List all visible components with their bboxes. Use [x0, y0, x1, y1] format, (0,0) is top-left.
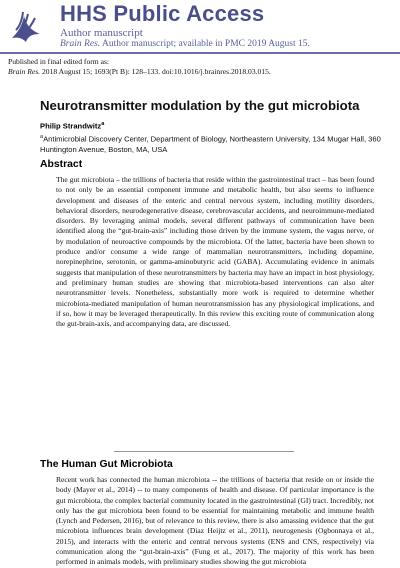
header-journal-line [60, 39, 310, 49]
citation-details: 2018 August 15; 1693(Pt B): 128–133. doi:10.1016/j.brainres.2018.03.015. [41, 67, 271, 76]
affiliation-superscript: a [40, 134, 44, 140]
abstract-text: The gut microbiota – the trillions of bacteria that reside within the gastrointestinal tract – has been found to not only be an essential component immune and metabolic health, but also seems to influence development and diseases of the enteric and central nervous system, including motility disorders, behavioral disorders, neurodegenerative disease, cerebrovascular accidents, and neuroimmune-mediated disorders. By leveraging animal models, several different pathways of communication have been identified along the “gut-brain-axis” including those driven by the immune system, the vagus nerve, or by modulation of neuroactive compounds by the microbiota. Of the latter, bacteria have been shown to produce and/or consume a wide range of mammalian neurotransmitters, including dopamine, norepinephrine, serotonin, or gamma-aminobutyric acid (GABA). Accumulating evidence in animals suggests that manipulation of these neurotransmitters by bacteria may have an impact in host physiology, and preliminary human studies are showing that microbiota-based interventions can also alter neurotransmitter levels. Nonetheless, substantially more work is required to determine whether microbiota-mediated manipulation of human neurotransmission has any physiological implications, and if so, how it may be leveraged therapeutically. In this review this exciting route of communication along the gut-brain-axis, and accompanying data, are discussed. [56, 175, 374, 329]
affiliation-text: Antimicrobial Discovery Center, Department of Biology, Northeastern University, 134 Mugar Hall, 360 Huntington Avenue, Boston, MA, USA [40, 134, 381, 154]
section-divider [114, 451, 294, 452]
header-title: HHS Public Access [60, 1, 265, 26]
header-divider [0, 52, 400, 54]
author-superscript: a [101, 121, 105, 127]
published-label: Published in final edited form as: [8, 57, 110, 66]
article-title: Neurotransmitter modulation by the gut microbiota [40, 98, 360, 113]
abstract-heading: Abstract [40, 159, 83, 170]
section-text: Recent work has connected the human microbiota -- the trillions of bacteria that reside on or inside the body (Mayer et al., 2014) -- to many components of health and disease. Of particular importance is the gut microbiota, the complex bacterial community located in the gastrointestinal (GI) tract. Incredibly, not only has the gut microbiota been found to be essential for maintaining metabolic and immune health (Lynch and Pedersen, 2016), but of relevance to this review, there is also amassing evidence that the gut microbiota influences brain development (Diaz Heijtz et al., 2011), neurogenesis (Ogbonnaya et al., 2015), and interacts with the enteric and central nervous systems (ENS and CNS, respectively) via communication along the “gut-brain-axis” (Fung et al., 2017). The majority of this work has been performed in animals models, with preliminary studies showing the gut microbiota [56, 475, 374, 567]
section-heading: The Human Gut Microbiota [40, 459, 173, 470]
citation [8, 67, 393, 77]
hhs-eagle-logo-icon [8, 6, 44, 46]
author-name: Philip Strandwitz [40, 121, 102, 131]
citation-journal: Brain Res. [8, 67, 41, 76]
publication-info [8, 57, 393, 77]
author-line [40, 121, 104, 131]
header-availability: Author manuscript; available in PMC 2019 August 15. [101, 39, 310, 49]
header-journal-name: Brain Res. [60, 39, 101, 49]
header-subtitle: Author manuscript [60, 27, 143, 39]
affiliation [40, 132, 385, 155]
hhs-header [0, 0, 400, 52]
